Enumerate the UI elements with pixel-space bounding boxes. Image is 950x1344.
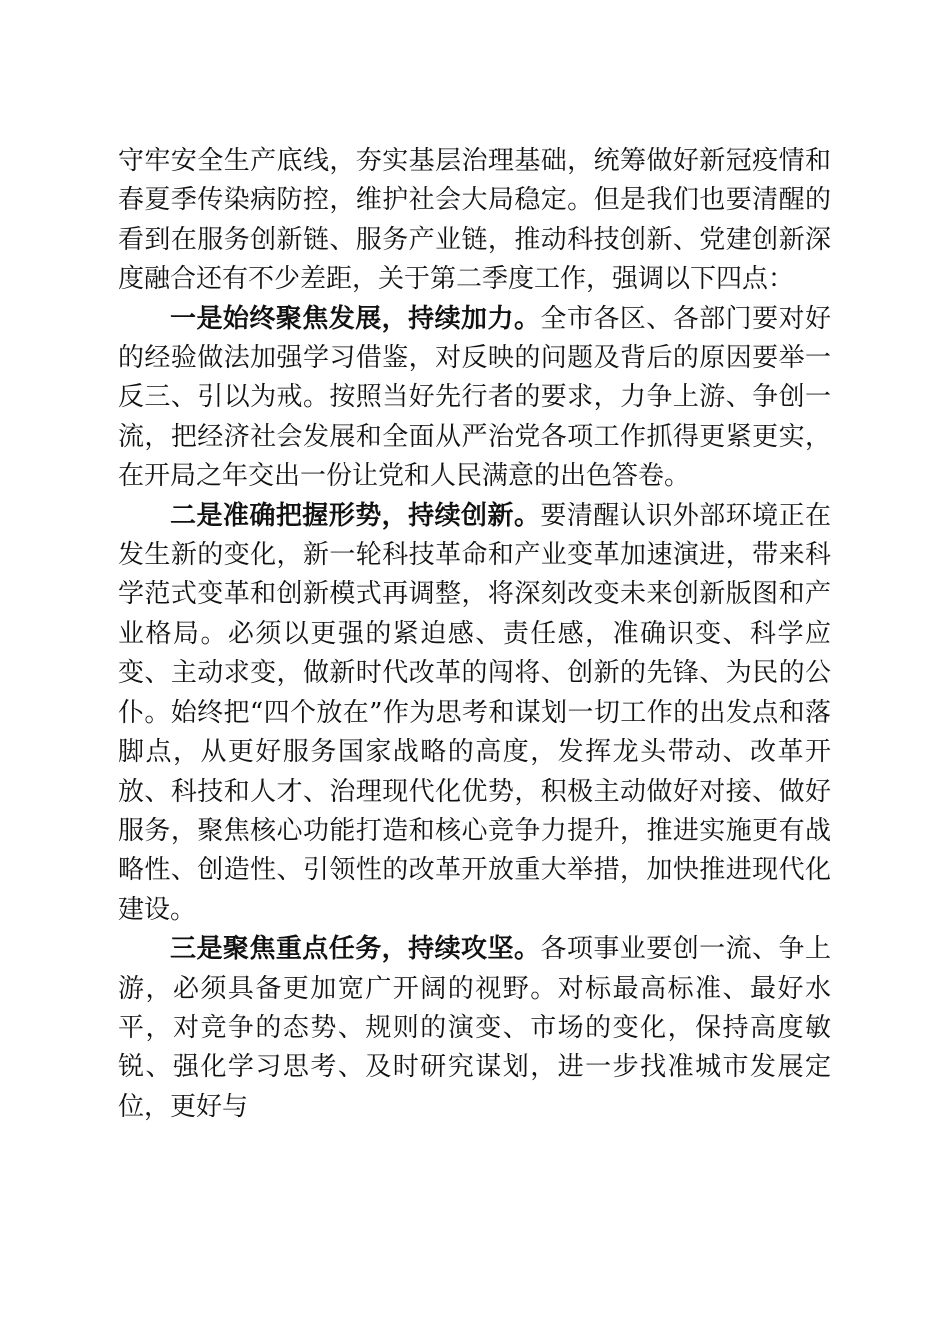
- paragraph-text: 要清醒认识外部环境正在发生新的变化，新一轮科技革命和产业变革加速演进，带来科学范式变革和创新模式再调整，将深刻改变未来创新版图和产业格局。必须以更强的紧迫感、责任感，准确识变、科学应变、主动求变，做新时代改革的闯将、创新的先锋、为民的公仆。始终把“四个放在”作为思考和谋划一切工作的出发点和落脚点，从更好服务国家战略的高度，发挥龙头带动、改革开放、科技和人才、治理现代化优势，积极主动做好对接、做好服务，聚焦核心功能打造和核心竞争力提升，推进实施更有战略性、创造性、引领性的改革开放重大举措，加快推进现代化建设。: [118, 500, 831, 925]
- paragraph-point-two: [118, 497, 831, 930]
- paragraph-lead: 三是聚焦重点任务，持续攻坚。: [170, 934, 541, 965]
- document-body: [118, 142, 831, 1127]
- paragraph-point-one: [118, 300, 831, 497]
- paragraph-continuation: [118, 142, 831, 300]
- paragraph-lead: 一是始终聚焦发展，持续加力。: [170, 303, 541, 334]
- paragraph-text: 守牢安全生产底线，夯实基层治理基础，统筹做好新冠疫情和春夏季传染病防控，维护社会大局稳定。但是我们也要清醒的看到在服务创新链、服务产业链，推动科技创新、党建创新深度融合还有不少差距，关于第二季度工作，强调以下四点：: [118, 146, 831, 295]
- paragraph-text: 各项事业要创一流、争上游，必须具备更加宽广开阔的视野。对标最高标准、最好水平，对竞争的态势、规则的演变、市场的变化，保持高度敏锐、强化学习思考、及时研究谋划，进一步找准城市发展定位，更好与: [118, 934, 831, 1122]
- paragraph-text: 全市各区、各部门要对好的经验做法加强学习借鉴，对反映的问题及背后的原因要举一反三、引以为戒。按照当好先行者的要求，力争上游、争创一流，把经济社会发展和全面从严治党各项工作抓得更紧更实，在开局之年交出一份让党和人民满意的出色答卷。: [118, 303, 831, 492]
- paragraph-lead: 二是准确把握形势，持续创新。: [170, 500, 541, 531]
- paragraph-point-three: [118, 930, 831, 1127]
